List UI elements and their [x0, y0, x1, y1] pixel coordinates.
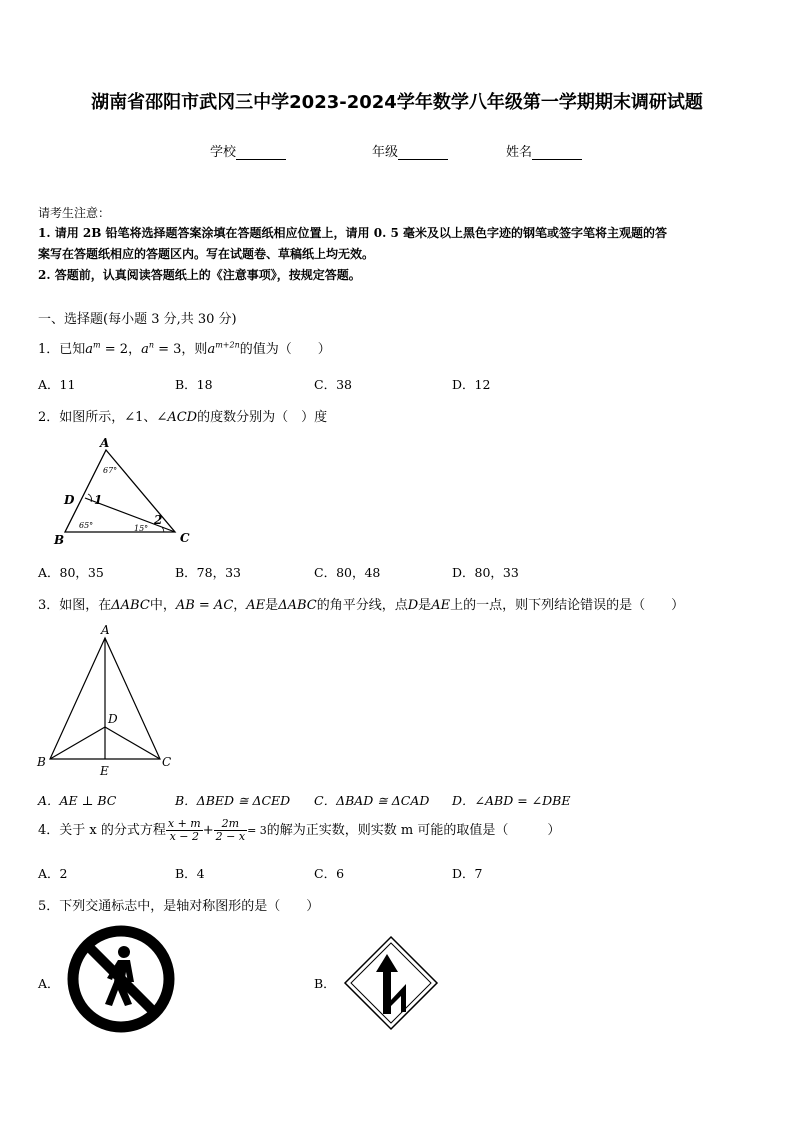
school-blank	[236, 146, 286, 160]
q1-exp-2: n	[148, 340, 154, 350]
q3-option-d: D．∠ABD = ∠DBE	[452, 793, 571, 808]
q2-label-b: B	[54, 533, 65, 547]
q3-prefix: 3．如图，在	[38, 598, 112, 613]
q1-base-1: a	[85, 342, 94, 357]
q2-angle-a: 67°	[103, 466, 118, 475]
q3-label-b: B	[37, 755, 46, 769]
q2-suffix: 的度数分别为（ ）度	[197, 410, 328, 425]
grade-blank	[398, 146, 448, 160]
no-pedestrian-sign-icon	[66, 924, 176, 1034]
q3-math-3: AE	[246, 598, 266, 613]
q2-arc-1	[88, 494, 92, 502]
name-field	[506, 141, 582, 160]
q4-equals: = 3	[247, 824, 267, 837]
q2-option-c: C．80，48	[314, 565, 381, 580]
q2-label-a: A	[100, 436, 110, 450]
q5-option-b-label: B．	[314, 976, 336, 991]
page-title: 湖南省邵阳市武冈三中学2023-2024学年数学八年级第一学期期末调研试题	[91, 92, 703, 113]
q4-fraction-1-denominator: x − 2	[169, 830, 200, 843]
q2-label-2: 2	[154, 513, 163, 527]
q3-math-5: D	[407, 598, 419, 613]
school-label: 学校	[210, 145, 237, 160]
q3-segment-cd	[105, 727, 160, 759]
q4-option-b: B．4	[175, 866, 205, 881]
q4-fraction-2	[214, 818, 247, 843]
q1-option-c: C．38	[314, 377, 352, 392]
q4-plus: +	[202, 823, 214, 838]
q3-text-2: ，	[233, 598, 247, 613]
q3-option-c: C．ΔBAD ≅ ΔCAD	[314, 793, 430, 808]
q2-angle-c: 15°	[134, 524, 149, 533]
notice-heading: 请考生注意：	[38, 206, 111, 220]
q3-text-3: 是	[265, 598, 279, 613]
q2-option-b: B．78，33	[175, 565, 241, 580]
q3-segment-bd	[50, 727, 105, 759]
q3-text-6: 上的一点，则下列结论错误的是（ ）	[450, 598, 685, 613]
question-4	[38, 818, 560, 843]
q1-mid-2: = 3，则	[154, 342, 208, 357]
q1-option-d: D．12	[452, 377, 491, 392]
q2-math: ∠ACD	[156, 410, 198, 425]
q3-math-4: ΔABC	[278, 598, 317, 613]
q2-label-1: 1	[94, 493, 103, 507]
q4-suffix: 的解为正实数，则实数 m 可能的取值是（ ）	[266, 823, 561, 838]
q2-label-c: C	[180, 531, 190, 545]
name-label: 姓名	[506, 145, 533, 160]
q3-label-c: C	[162, 755, 172, 769]
grade-field	[372, 141, 448, 160]
q3-text-1: 中，	[149, 598, 176, 613]
q1-mid-1: = 2，	[100, 342, 142, 357]
question-2	[38, 406, 327, 425]
q3-text-5: 是	[418, 598, 432, 613]
q1-option-a: A．11	[38, 377, 76, 392]
q4-option-d: D．7	[452, 866, 483, 881]
q5-option-a-label: A．	[38, 976, 60, 991]
q4-fraction-2-denominator: 2 − x	[215, 830, 246, 843]
q3-option-a: A．AE ⊥ BC	[38, 793, 117, 808]
notice-line-1b: 案写在答题纸相应的答题区内。写在试题卷、草稿纸上均无效。	[38, 247, 375, 261]
q3-isosceles-figure	[34, 620, 180, 778]
q1-base-3: a	[207, 342, 216, 357]
q3-text-4: 的角平分线，点	[316, 598, 408, 613]
q1-exp-3: m+2n	[215, 340, 240, 350]
q3-label-e: E	[100, 764, 109, 778]
q4-fraction-1	[166, 818, 203, 843]
q2-triangle-figure	[50, 432, 200, 547]
section-heading: 一、选择题(每小题 3 分,共 30 分)	[38, 312, 237, 327]
q4-fraction-2-numerator: 2m	[214, 818, 247, 831]
q2-angle-b: 65°	[79, 521, 94, 530]
q1-base-2: a	[141, 342, 149, 357]
question-1	[38, 338, 331, 357]
q3-math-6: AE	[431, 598, 451, 613]
q3-math-2: AB = AC	[175, 598, 234, 613]
merge-lane-sign-icon	[342, 934, 440, 1032]
q4-option-c: C．6	[314, 866, 345, 881]
q2-label-d: D	[64, 493, 75, 507]
q1-prefix: 1．已知	[38, 342, 86, 357]
grade-label: 年级	[372, 145, 399, 160]
q3-label-d: D	[108, 712, 118, 726]
notice-line-2: 2. 答题前，认真阅读答题纸上的《注意事项》，按规定答题。	[38, 268, 361, 282]
q3-label-a: A	[101, 623, 110, 637]
notice-line-1: 1. 请用 2B 铅笔将选择题答案涂填在答题纸相应位置上，请用 0. 5 毫米及以上黑色字迹的钢笔或签字笔将主观题的答	[38, 226, 667, 240]
q4-prefix: 4．关于 x 的分式方程	[38, 823, 166, 838]
q2-prefix: 2．如图所示，∠1、	[38, 410, 157, 425]
q1-suffix: 的值为（ ）	[239, 342, 331, 357]
q3-math-1: ΔABC	[111, 598, 150, 613]
question-3	[38, 594, 684, 613]
q4-option-a: A．2	[38, 866, 68, 881]
q3-option-b: B．ΔBED ≅ ΔCED	[175, 793, 291, 808]
q2-option-d: D．80，33	[452, 565, 519, 580]
name-blank	[532, 146, 582, 160]
q2-option-a: A．80，35	[38, 565, 104, 580]
q1-option-b: B．18	[175, 377, 213, 392]
q4-fraction-1-numerator: x + m	[167, 817, 201, 830]
question-5: 5．下列交通标志中，是轴对称图形的是（ ）	[38, 899, 320, 914]
q1-exp-1: m	[93, 340, 101, 350]
school-field	[210, 141, 286, 160]
